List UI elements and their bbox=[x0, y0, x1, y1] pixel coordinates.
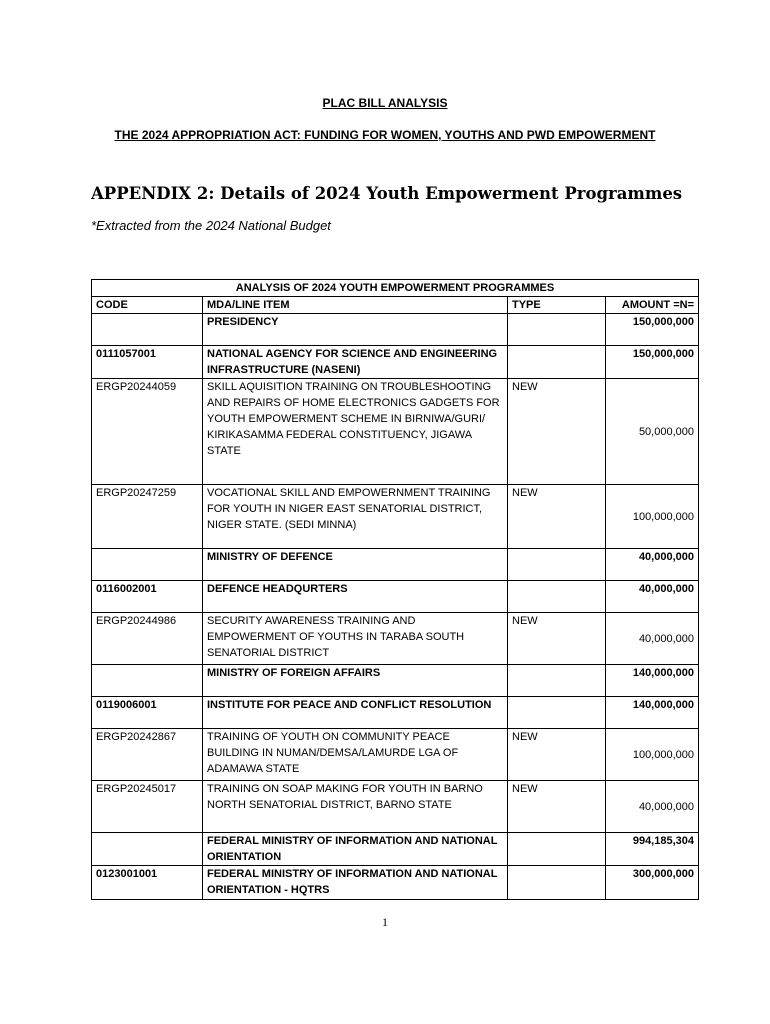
table-row bbox=[92, 729, 699, 781]
row-line-item: PRESIDENCY bbox=[203, 314, 508, 346]
row-code: ERGP20247259 bbox=[92, 485, 203, 549]
table-row bbox=[92, 697, 699, 729]
row-line-item: INSTITUTE FOR PEACE AND CONFLICT RESOLUTION bbox=[203, 697, 508, 729]
row-code bbox=[92, 665, 203, 697]
row-type: NEW bbox=[508, 729, 606, 781]
row-code bbox=[92, 314, 203, 346]
row-amount: 40,000,000 bbox=[606, 613, 699, 665]
row-code: ERGP20242867 bbox=[92, 729, 203, 781]
row-code: 0119006001 bbox=[92, 697, 203, 729]
row-line-item: TRAINING OF YOUTH ON COMMUNITY PEACE BUILDING IN NUMAN/DEMSA/LAMURDE LGA OF ADAMAWA STATE bbox=[203, 729, 508, 781]
page-number: 1 bbox=[382, 915, 388, 929]
row-type bbox=[508, 346, 606, 379]
row-type bbox=[508, 665, 606, 697]
row-type bbox=[508, 549, 606, 581]
row-line-item: FEDERAL MINISTRY OF INFORMATION AND NATIONAL ORIENTATION - HQTRS bbox=[203, 866, 508, 900]
row-type bbox=[508, 866, 606, 900]
row-type bbox=[508, 581, 606, 613]
row-line-item: MINISTRY OF DEFENCE bbox=[203, 549, 508, 581]
row-amount: 40,000,000 bbox=[606, 549, 699, 581]
row-type: NEW bbox=[508, 613, 606, 665]
row-code: ERGP20244059 bbox=[92, 379, 203, 485]
row-code: ERGP20245017 bbox=[92, 781, 203, 833]
row-code: 0123001001 bbox=[92, 866, 203, 900]
row-line-item: SECURITY AWARENESS TRAINING AND EMPOWERMENT OF YOUTHS IN TARABA SOUTH SENATORIAL DISTRICT bbox=[203, 613, 508, 665]
row-type: NEW bbox=[508, 379, 606, 485]
table-caption: ANALYSIS OF 2024 YOUTH EMPOWERMENT PROGRAMMES bbox=[92, 280, 699, 297]
row-line-item: TRAINING ON SOAP MAKING FOR YOUTH IN BARNO NORTH SENATORIAL DISTRICT, BARNO STATE bbox=[203, 781, 508, 833]
table-row bbox=[92, 781, 699, 833]
row-line-item: NATIONAL AGENCY FOR SCIENCE AND ENGINEERING INFRASTRUCTURE (NASENI) bbox=[203, 346, 508, 379]
row-amount: 100,000,000 bbox=[606, 485, 699, 549]
row-code: ERGP20244986 bbox=[92, 613, 203, 665]
row-amount: 100,000,000 bbox=[606, 729, 699, 781]
table-row bbox=[92, 665, 699, 697]
table-row bbox=[92, 549, 699, 581]
row-type: NEW bbox=[508, 485, 606, 549]
column-header-item: MDA/LINE ITEM bbox=[203, 297, 508, 314]
source-note: *Extracted from the 2024 National Budget bbox=[91, 218, 331, 233]
row-type: NEW bbox=[508, 781, 606, 833]
row-amount: 300,000,000 bbox=[606, 866, 699, 900]
row-amount: 140,000,000 bbox=[606, 697, 699, 729]
row-line-item: VOCATIONAL SKILL AND EMPOWERNMENT TRAINING FOR YOUTH IN NIGER EAST SENATORIAL DISTRICT, NIGER STATE. (SEDI MINNA) bbox=[203, 485, 508, 549]
row-code: 0111057001 bbox=[92, 346, 203, 379]
row-amount: 150,000,000 bbox=[606, 314, 699, 346]
table-row bbox=[92, 833, 699, 866]
row-amount: 40,000,000 bbox=[606, 581, 699, 613]
row-amount: 150,000,000 bbox=[606, 346, 699, 379]
table-row bbox=[92, 581, 699, 613]
row-line-item: MINISTRY OF FOREIGN AFFAIRS bbox=[203, 665, 508, 697]
table-row bbox=[92, 379, 699, 485]
row-code bbox=[92, 549, 203, 581]
row-line-item: DEFENCE HEADQURTERS bbox=[203, 581, 508, 613]
column-header-amount: AMOUNT =N= bbox=[606, 297, 699, 314]
youth-programmes-table bbox=[91, 279, 699, 900]
table-row bbox=[92, 346, 699, 379]
row-code bbox=[92, 833, 203, 866]
column-header-type: TYPE bbox=[508, 297, 606, 314]
row-amount: 50,000,000 bbox=[606, 379, 699, 485]
row-code: 0116002001 bbox=[92, 581, 203, 613]
table-row bbox=[92, 866, 699, 900]
row-line-item: FEDERAL MINISTRY OF INFORMATION AND NATIONAL ORIENTATION bbox=[203, 833, 508, 866]
row-line-item: SKILL AQUISITION TRAINING ON TROUBLESHOOTING AND REPAIRS OF HOME ELECTRONICS GADGETS FOR YOUTH EMPOWERMENT SCHEME IN BIRNIWA/GURI/ KIRIKASAMMA FEDERAL CONSTITUENCY, JIGAWA STATE bbox=[203, 379, 508, 485]
row-type bbox=[508, 833, 606, 866]
row-amount: 40,000,000 bbox=[606, 781, 699, 833]
row-type bbox=[508, 697, 606, 729]
table-row bbox=[92, 613, 699, 665]
report-series-title: PLAC BILL ANALYSIS bbox=[322, 96, 448, 110]
row-type bbox=[508, 314, 606, 346]
row-amount: 140,000,000 bbox=[606, 665, 699, 697]
column-header-code: CODE bbox=[92, 297, 203, 314]
table-row bbox=[92, 314, 699, 346]
table-row bbox=[92, 485, 699, 549]
appendix-heading: APPENDIX 2: Details of 2024 Youth Empowerment Programmes bbox=[91, 184, 683, 203]
row-amount: 994,185,304 bbox=[606, 833, 699, 866]
report-title: THE 2024 APPROPRIATION ACT: FUNDING FOR WOMEN, YOUTHS AND PWD EMPOWERMENT bbox=[114, 128, 656, 142]
